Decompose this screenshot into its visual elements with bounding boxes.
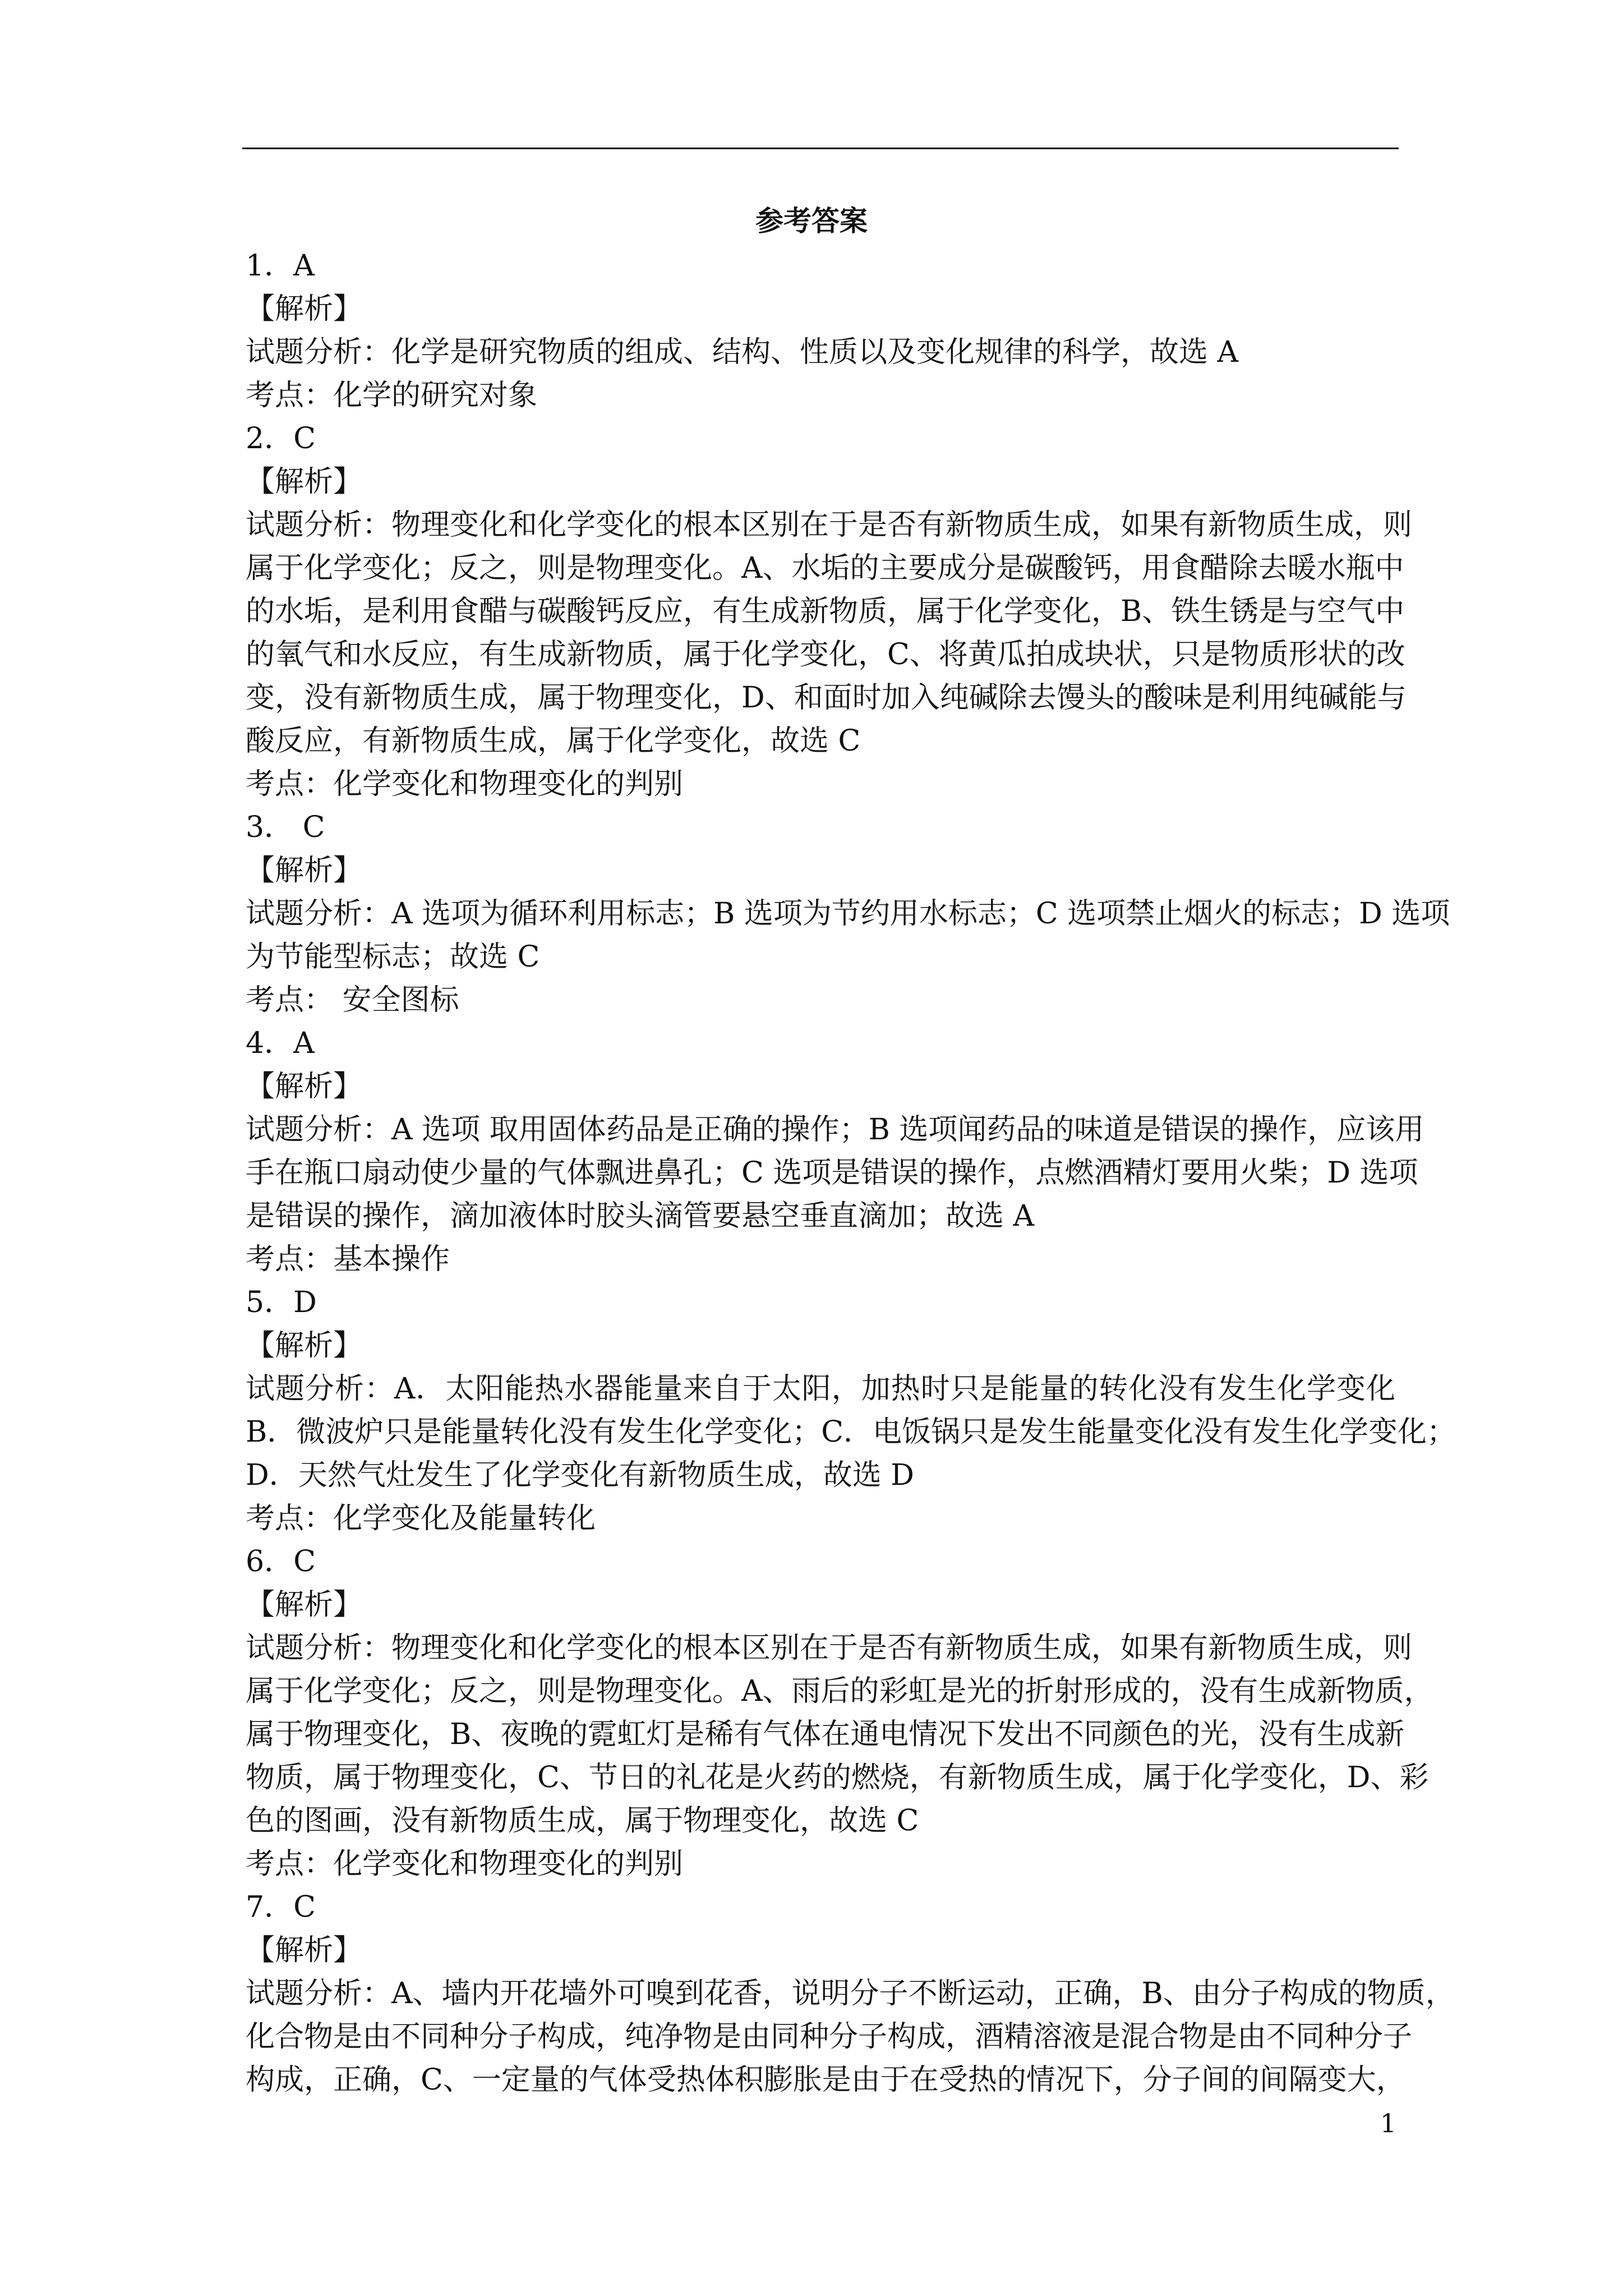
analysis-text: 化合物是由不同种分子构成，纯净物是由同种分子构成，酒精溶液是混合物是由不同种分子 [246, 2020, 1413, 2054]
test-point: 考点：化学变化和物理变化的判别 [246, 1847, 684, 1881]
analysis-text: 试题分析：化学是研究物质的组成、结构、性质以及变化规律的科学，故选 A [246, 335, 1239, 369]
test-point: 考点：基本操作 [246, 1243, 450, 1276]
test-point: 考点： 安全图标 [246, 983, 459, 1017]
page-number: 1 [1380, 2108, 1396, 2138]
answer-number-3: 3． C [246, 811, 325, 844]
page-title: 参考答案 [755, 204, 868, 237]
analysis-heading: 【解析】 [246, 1329, 363, 1363]
analysis-text: 属于物理变化，B、夜晚的霓虹灯是稀有气体在通电情况下发出不同颜色的光，没有生成新 [246, 1718, 1405, 1751]
analysis-text: 色的图画，没有新物质生成，属于物理变化，故选 C [246, 1804, 919, 1838]
analysis-text: 的氧气和水反应，有生成新物质，属于化学变化，C、将黄瓜拍成块状，只是物质形状的改 [246, 638, 1405, 671]
analysis-text: 试题分析：物理变化和化学变化的根本区别在于是否有新物质生成，如果有新物质生成，则 [246, 508, 1413, 542]
analysis-heading: 【解析】 [246, 292, 363, 326]
test-point: 考点：化学变化和物理变化的判别 [246, 767, 684, 801]
analysis-text: B．微波炉只是能量转化没有发生化学变化；C．电饭锅只是发生能量变化没有发生化学变化； [246, 1415, 1456, 1449]
analysis-text: 试题分析：物理变化和化学变化的根本区别在于是否有新物质生成，如果有新物质生成，则 [246, 1631, 1413, 1665]
analysis-text: 酸反应，有新物质生成，属于化学变化，故选 C [246, 724, 861, 758]
answer-number-1: 1．A [246, 249, 315, 283]
analysis-text: 为节能型标志；故选 C [246, 940, 540, 974]
answer-number-5: 5．D [246, 1286, 317, 1319]
answer-content [246, 245, 1456, 2102]
analysis-text: 手在瓶口扇动使少量的气体飘进鼻孔；C 选项是错误的操作，点燃酒精灯要用火柴；D 选项 [246, 1156, 1418, 1190]
analysis-text: 变，没有新物质生成，属于物理变化，D、和面时加入纯碱除去馒头的酸味是利用纯碱能与 [246, 681, 1407, 715]
analysis-text: 试题分析：A 选项为循环利用标志；B 选项为节约用水标志；C 选项禁止烟火的标志；D 选项 [246, 897, 1450, 931]
analysis-heading: 【解析】 [246, 465, 363, 499]
test-point: 考点：化学变化及能量转化 [246, 1502, 596, 1535]
analysis-heading: 【解析】 [246, 1070, 363, 1103]
analysis-text: 试题分析：A 选项 取用固体药品是正确的操作；B 选项闻药品的味道是错误的操作，应该用 [246, 1113, 1424, 1147]
analysis-heading: 【解析】 [246, 1588, 363, 1622]
answer-number-6: 6．C [246, 1545, 316, 1579]
analysis-text: 的水垢，是利用食醋与碳酸钙反应，有生成新物质，属于化学变化，B、铁生锈是与空气中 [246, 595, 1405, 628]
answer-number-7: 7．C [246, 1890, 316, 1924]
analysis-text: 是错误的操作，滴加液体时胶头滴管要悬空垂直滴加；故选 A [246, 1199, 1035, 1233]
analysis-text: 试题分析：A、墙内开花墙外可嗅到花香，说明分子不断运动，正确，B、由分子构成的物质， [246, 1977, 1455, 2010]
analysis-text: 物质，属于物理变化，C、节日的礼花是火药的燃烧，有新物质生成，属于化学变化，D、彩 [246, 1761, 1429, 1795]
analysis-heading: 【解析】 [246, 854, 363, 887]
analysis-text: 属于化学变化；反之，则是物理变化。A、水垢的主要成分是碳酸钙，用食醋除去暖水瓶中 [246, 551, 1404, 585]
header-rule [242, 148, 1399, 149]
answer-number-2: 2．C [246, 422, 316, 455]
analysis-heading: 【解析】 [246, 1934, 363, 1967]
analysis-text: 试题分析：A．太阳能热水器能量来自于太阳，加热时只是能量的转化没有发生化学变化 [246, 1372, 1395, 1406]
test-point: 考点：化学的研究对象 [246, 379, 538, 412]
analysis-text: D．天然气灶发生了化学变化有新物质生成，故选 D [246, 1458, 914, 1492]
analysis-text: 属于化学变化；反之，则是物理变化。A、雨后的彩虹是光的折射形成的，没有生成新物质， [246, 1674, 1433, 1708]
analysis-text: 构成，正确，C、一定量的气体受热体积膨胀是由于在受热的情况下，分子间的间隔变大， [246, 2063, 1405, 2097]
answer-number-4: 4．A [246, 1027, 315, 1060]
